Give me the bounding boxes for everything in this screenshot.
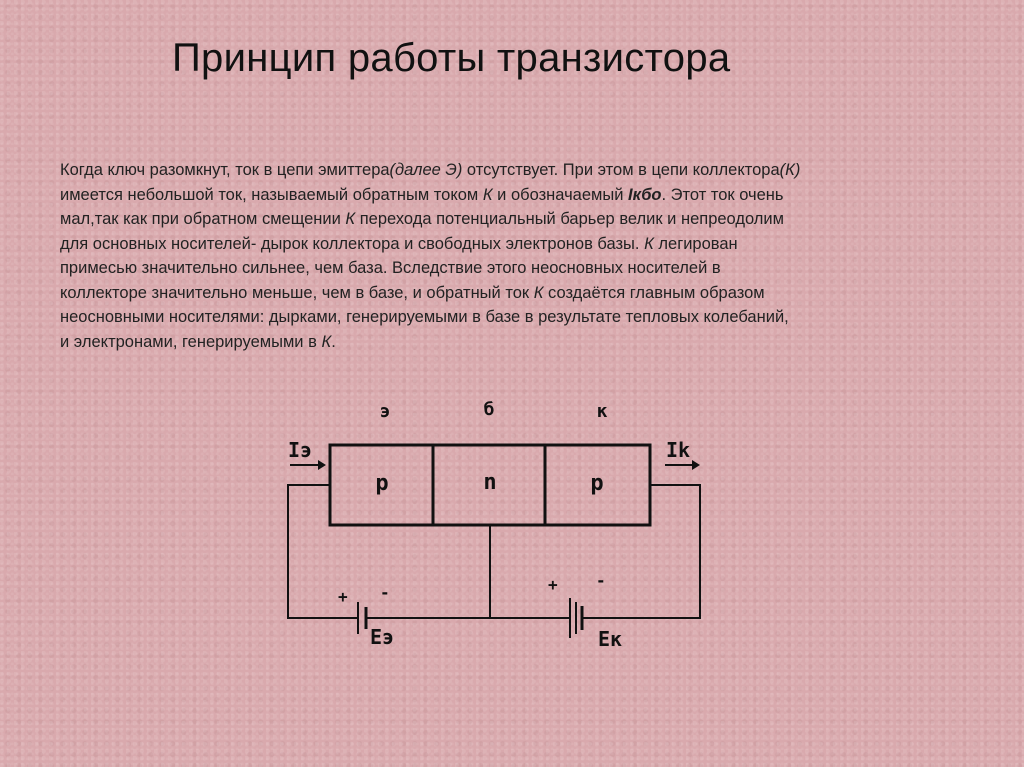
battery-collector-minus: - xyxy=(596,571,606,590)
slide-title: Принцип работы транзистора xyxy=(172,36,731,80)
layer-label-n-base: n xyxy=(483,470,497,495)
layer-label-p-collector: p xyxy=(590,471,604,496)
text-run: Iкбо xyxy=(628,185,662,204)
paragraph-line xyxy=(60,183,980,208)
text-run: К xyxy=(482,185,493,204)
text-run: . Этот ток очень xyxy=(661,185,784,204)
region-label-collector: к xyxy=(596,401,608,422)
text-run: и электронами, генерируемыми в xyxy=(60,332,322,351)
paragraph-line xyxy=(60,305,980,330)
text-run: легирован xyxy=(653,234,738,253)
battery-collector-label: Eк xyxy=(598,627,623,651)
text-run: перехода потенциальный барьер велик и непреодолим xyxy=(355,210,784,228)
battery-emitter-minus: - xyxy=(380,583,390,602)
text-run: мал,так как при обратном смещении xyxy=(60,210,346,228)
emitter-arrow-head xyxy=(318,460,326,470)
text-run: создаётся главным образом xyxy=(543,283,765,302)
text-run: имеется небольшой ток, называемый обратным током xyxy=(60,185,483,204)
collector-wire xyxy=(582,485,700,618)
collector-arrow-head xyxy=(692,460,700,470)
text-run: . xyxy=(331,332,336,351)
layer-label-p-emitter: p xyxy=(375,471,389,496)
paragraph-line xyxy=(60,232,980,257)
text-run: примесью значительно сильнее, чем база. Вследствие этого неосновных носителей в xyxy=(60,259,721,277)
text-run: неосновными носителями: дырками, генерируемыми в базе в результате тепловых колебаний, xyxy=(60,308,789,326)
battery-emitter-plus: + xyxy=(338,587,348,606)
text-run: отсутствует. При этом в цепи коллектора xyxy=(462,161,780,179)
text-run: К xyxy=(644,234,654,253)
text-run: и обозначаемый xyxy=(492,185,629,204)
battery-collector-plus: + xyxy=(548,575,558,594)
text-run: К xyxy=(533,283,544,302)
emitter-current-label: Iэ xyxy=(288,438,313,462)
collector-current-label: Ik xyxy=(666,438,691,462)
paragraph-line xyxy=(60,256,980,281)
text-run: для основных носителей- дырок коллектора и свободных электронов базы. xyxy=(60,234,645,253)
text-run: Когда ключ разомкнут, ток в цепи эмиттера xyxy=(60,161,390,179)
text-run: К xyxy=(321,332,332,351)
text-run: коллекторе значительно меньше, чем в базе, и обратный ток xyxy=(60,283,534,302)
text-run: (К) xyxy=(779,161,801,179)
paragraph-line xyxy=(60,207,980,232)
region-label-base: б xyxy=(483,399,495,420)
explanation-paragraph xyxy=(60,158,980,354)
battery-emitter-label: Eэ xyxy=(370,625,395,649)
text-run: (далее Э) xyxy=(389,161,463,179)
paragraph-line xyxy=(60,330,980,355)
text-run: К xyxy=(345,210,356,228)
paragraph-line xyxy=(60,158,980,183)
transistor-circuit-diagram xyxy=(270,390,720,670)
paragraph-line xyxy=(60,281,980,306)
region-label-emitter: э xyxy=(379,401,391,422)
